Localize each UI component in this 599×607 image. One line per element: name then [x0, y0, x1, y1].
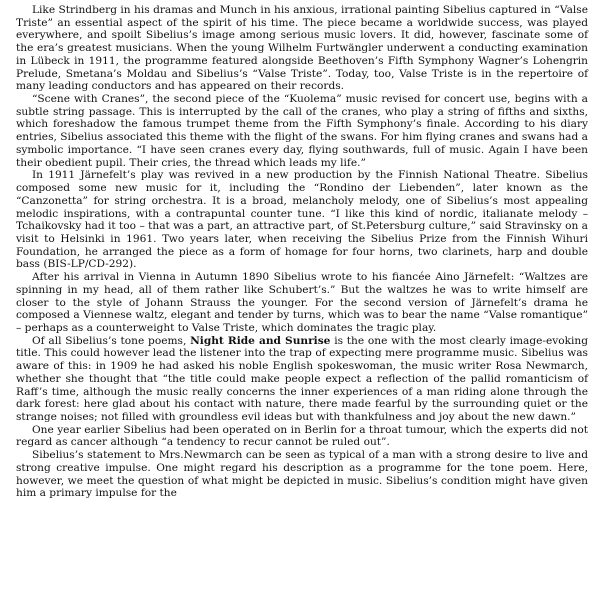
- paragraph-valse-triste: [16, 4, 588, 93]
- paragraph-text: Like Strindberg in his dramas and Munch in his anxious, irrational painting Sibelius captured in “Valse Triste” an essential aspect of the spirit of his time. The piece became a worldwide success, was played everywhere, and spoilt Sibelius’s image among serious music lovers. It did, however, fascinate some of the era’s greatest musicians. When the young Wilhelm Furtwängler underwent a conducting examination in Lübeck in 1911, the programme featured alongside Beethoven’s Fifth Symphony Wagner’s Lohengrin Prelude, Smetana’s Moldau and Sibelius’s “Valse Triste”. Today, too, Valse Triste is in the repertoire of many leading conductors and has appeared on their records.: [16, 4, 588, 93]
- paragraph-text: is the one with the most clearly image-evoking title. This could however lead the listener into the trap of expecting mere programme music. Sibelius was aware of this: in 1909 he had asked his noble English spokeswoman, the music writer Rosa Newmarch, whether she thought that “the title could make people expect a reflection of the pallid romanticism of Raff’s time, although the music really concerns the inner experiences of a man riding alone through the dark forest: here glad about his contact with nature, there made fearful by the surrounding quiet or the strange noises; not filled with groundless evil ideas but with thankfulness and joy about the new dawn.”: [16, 334, 589, 423]
- work-title-bold: Night Ride and Sunrise: [190, 334, 331, 347]
- paragraph-text: Sibelius’s statement to Mrs.Newmarch can be seen as typical of a man with a strong desire to live and strong creative impulse. One might regard his description as a programme for the tone poem. Here, however, we meet the question of what might be depicted in music. Sibelius’s condition might have given him a primary impulse for the: [16, 449, 588, 500]
- paragraph-text: “Scene with Cranes”, the second piece of the “Kuolema” music revised for concert use, begins with a subtle string passage. This is interrupted by the call of the cranes, who play a string of fifths and sixths, which foreshadow the famous trumpet theme from the Fifth Symphony’s finale. According to his diary entries, Sibelius associated this theme with the flight of the swans. For him flying cranes and swans had a symbolic importance. “I have seen cranes every day, flying southwards, full of music. Again I have been their obedient pupil. Their cries, the thread which leads my life.”: [16, 93, 588, 169]
- paragraph-valse-romantique: [16, 271, 588, 335]
- paragraph-canzonetta: [16, 169, 588, 271]
- paragraph-newmarch-statement: [16, 449, 588, 500]
- paragraph-text: Of all Sibelius’s tone poems,: [32, 334, 191, 347]
- paragraph-text: One year earlier Sibelius had been operated on in Berlin for a throat tumour, which the experts did not regard as cancer although “a tendency to recur cannot be ruled out”.: [16, 423, 588, 449]
- paragraph-night-ride: [16, 335, 588, 424]
- paragraph-scene-with-cranes: [16, 93, 588, 169]
- document-page: [16, 4, 588, 500]
- paragraph-text: After his arrival in Vienna in Autumn 1890 Sibelius wrote to his fiancée Aino Järnefelt: “Waltzes are spinning in my head, all of them rather like Schubert’s.” But the waltzes he was to write himself are closer to the style of Johann Strauss the younger. For the second version of Järnefelt’s drama he composed a Viennese waltz, elegant and tender by turns, which was to bear the name “Valse romantique” – perhaps as a counterweight to Valse Triste, which dominates the tragic play.: [16, 271, 588, 334]
- paragraph-operation: [16, 424, 588, 449]
- paragraph-text: In 1911 Järnefelt’s play was revived in a new production by the Finnish National Theatre. Sibelius composed some new music for it, including the “Rondino der Liebenden”, later known as the “Canzonetta” for string orchestra. It is a broad, melancholy melody, one of Sibelius’s most appealing melodic inspirations, with a contrapuntal counter tune. “I like this kind of nordic, italianate melody – Tchaikovsky had it too – that was a part, an attractive part, of St.Petersburg culture,” said Stravinsky on a visit to Helsinki in 1961. Two years later, when receiving the Sibelius Prize from the Finnish Wihuri Foundation, he arranged the piece as a form of homage for four horns, two clarinets, harp and double bass (BIS-LP/CD-292).: [16, 169, 588, 271]
